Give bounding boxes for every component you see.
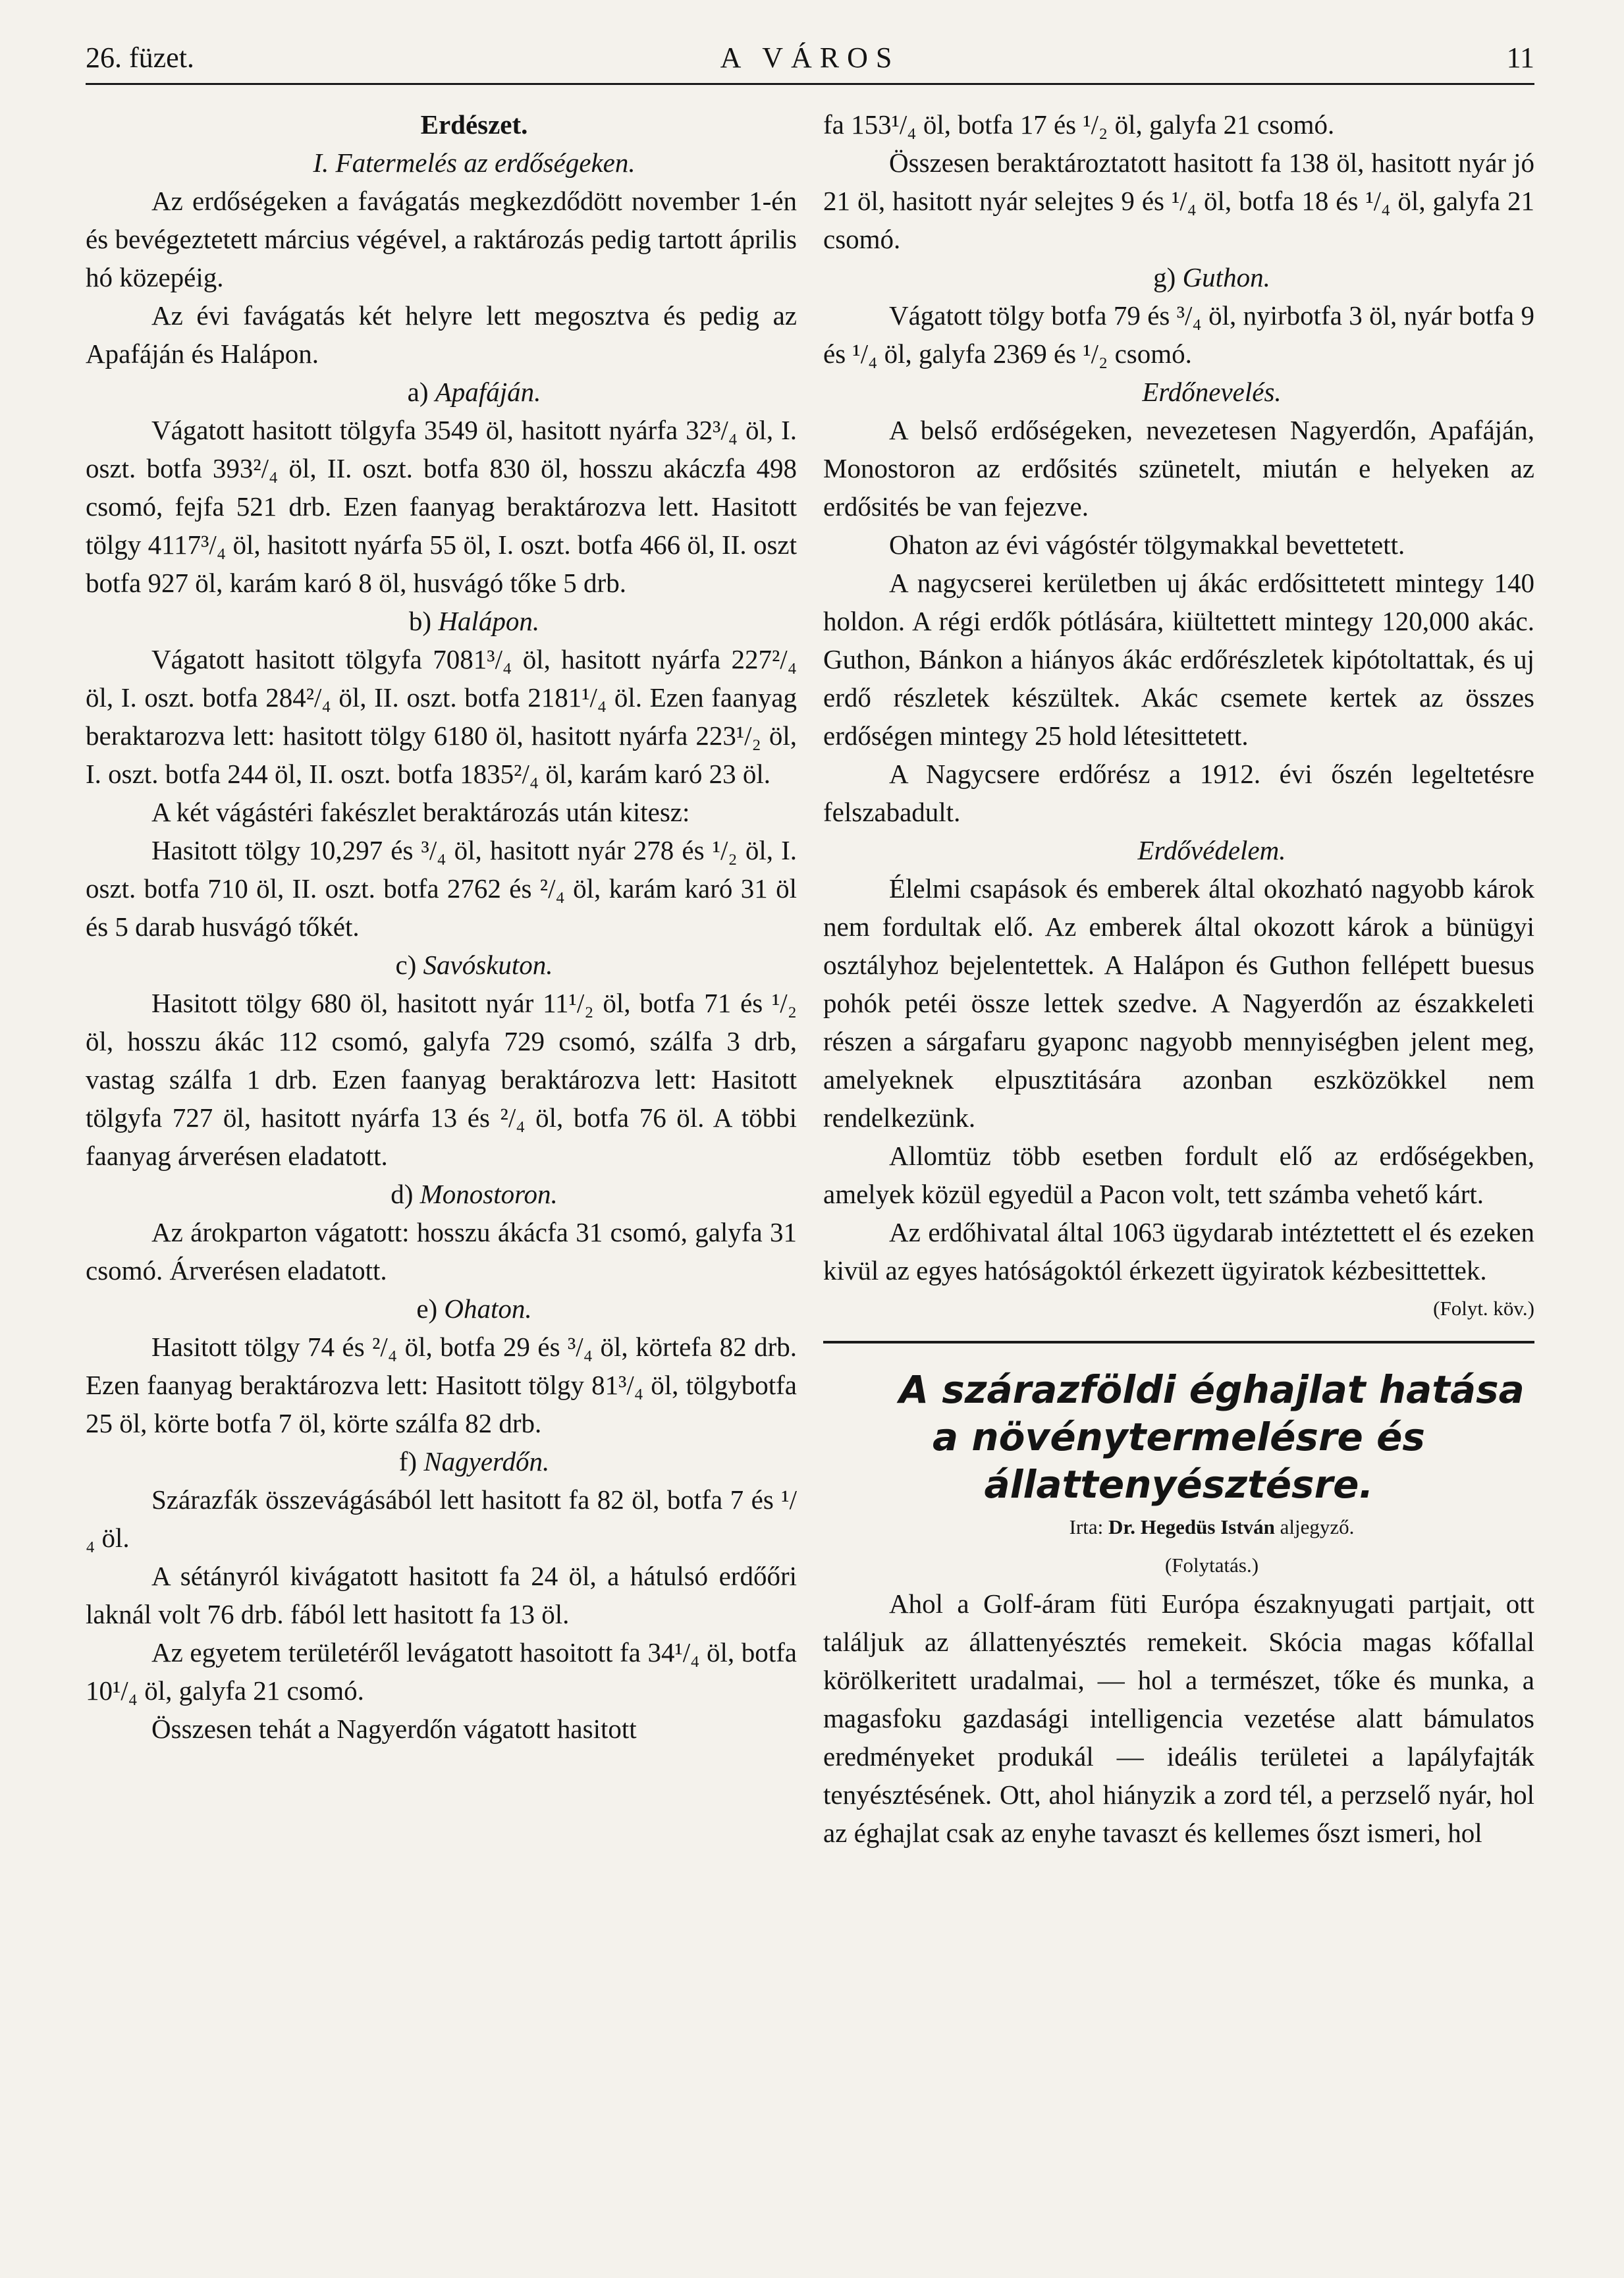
article-continued-note: (Folytatás.): [1164, 1554, 1259, 1577]
paragraph: Összesen beraktároztatott hasitott fa 138 öl, hasitott nyár jó 21 öl, hasitott nyár selejtes 9 és ¹/₄ öl, botfa 18 és ¹/₄ öl, galyfa 21 csomó.: [823, 148, 1534, 254]
heading-label: d): [391, 1179, 414, 1209]
paragraph: Allomtüz több esetben fordult elő az erdőségekben, amelyek közül egyedül a Pacon volt, tett számba vehető kárt.: [823, 1141, 1534, 1209]
section-heading-erdovedelem: Erdővédelem.: [1137, 835, 1286, 865]
paragraph: Vágatott tölgy botfa 79 és ³/₄ öl, nyirbotfa 3 öl, nyár botfa 9 és ¹/₄ öl, galyfa 2369 és ¹/₂ csomó.: [823, 300, 1534, 369]
paragraph: Összesen tehát a Nagyerdőn vágatott hasitott: [151, 1714, 637, 1744]
paragraph: Hasitott tölgy 10,297 és ³/₄ öl, hasitott nyár 278 és ¹/₂ öl, I. oszt. botfa 710 öl, II. oszt. botfa 2762 és ²/₄ öl, karám karó 31 öl és 5 darab husvágó tőkét.: [86, 835, 797, 942]
paragraph: Hasitott tölgy 680 öl, hasitott nyár 11¹/₂ öl, botfa 71 és ¹/₂ öl, hosszu ákác 112 csomó, galyfa 729 csomó, szálfa 3 drb, vastag szálfa 1 drb. Ezen faanyag beraktározva lett: Hasitott tölgyfa 727 öl, hasitott nyárfa 13 és ²/₄ öl, botfa 76 öl. A többi faanyag árverésen eladatott.: [86, 988, 797, 1171]
heading-name: Monostoron.: [420, 1179, 558, 1209]
heading-name: Apafáján.: [435, 377, 541, 407]
section-heading-erdonevel: Erdőnevelés.: [1142, 377, 1282, 407]
location-heading-a: [86, 373, 797, 411]
left-column: [86, 105, 797, 1748]
paragraph: Vágatott hasitott tölgyfa 3549 öl, hasitott nyárfa 32³/₄ öl, I. oszt. botfa 393²/₄ öl, II. oszt. botfa 830 öl, hosszu akáczfa 498 csomó, fejfa 521 drb. Ezen faanyag beraktározva lett. Hasitott tölgy 4117³/₄ öl, hasitott nyárfa 55 öl, I. oszt. botfa 466 öl, II. oszt botfa 927 öl, karám karó 8 öl, husvágó tőke 5 drb.: [86, 415, 797, 598]
location-heading-b: [86, 602, 797, 640]
location-heading-f: [86, 1442, 797, 1480]
heading-name: Nagyerdőn.: [423, 1446, 550, 1477]
paragraph: Szárazfák összevágásából lett hasitott fa 82 öl, botfa 7 és ¹/₄ öl.: [86, 1484, 797, 1553]
author-title: aljegyző.: [1280, 1515, 1355, 1538]
location-heading-d: [86, 1175, 797, 1213]
location-heading-c: [86, 946, 797, 984]
paragraph: Az erdőhivatal által 1063 ügydarab intéztettett el és ezeken kivül az egyes hatóságoktól érkezett ügyiratok kézbesittettek.: [823, 1217, 1534, 1286]
section-title: Erdészet.: [420, 109, 528, 140]
paragraph: A sétányról kivágatott hasitott fa 24 öl, a hátulsó erdőőri laknál volt 76 drb. fából lett hasitott fa 13 öl.: [86, 1561, 797, 1629]
heading-name: Guthon.: [1182, 262, 1270, 292]
paragraph: Az árokparton vágatott: hosszu ákácfa 31 csomó, galyfa 31 csomó. Árverésen eladatott.: [86, 1217, 797, 1286]
publication-title: A VÁROS: [720, 41, 900, 74]
heading-name: Ohaton.: [444, 1293, 532, 1324]
byline-prefix: Irta:: [1069, 1515, 1104, 1538]
paragraph: Az erdőségeken a favágatás megkezdődött november 1-én és bevégeztetett március végével, a raktározás pedig tartott április hó közepéig.: [86, 186, 797, 292]
heading-label: g): [1153, 262, 1176, 292]
subsection-title: I. Fatermelés az erdőségeken.: [313, 148, 636, 178]
paragraph: Ahol a Golf-áram füti Európa északnyugati partjait, ott találjuk az állattenyésztés remekeit. Skócia magas kőfallal körölkeritett uradalmai, — hol a természet, tőke és munka, a magasfoku gazdasági intelligencia vezetése alatt bámulatos eredményeket produkál — ideális területei a lapályfajták tenyésztésének. Ott, ahol hiányzik a zord tél, a perzselő nyár, hol az éghajlat csak az enyhe tavaszt és kellemes őszt ismeri, hol: [823, 1588, 1534, 1848]
article-divider: [823, 1341, 1534, 1343]
article-title: A szárazföldi éghajlat hatása a növénytermelésre és állattenyésztésre.: [899, 1367, 1525, 1507]
heading-name: Halápon.: [438, 606, 540, 636]
heading-label: b): [408, 606, 432, 636]
paragraph: Élelmi csapások és emberek által okozható nagyobb károk nem fordultak elő. Az emberek által okozott károk a bünügyi osztályhoz bejelentettek. A Halápon és Guthon fellépett buesus pohók petéi össze lettek szedve. A Nagyerdőn az északkeleti részen a sárgafaru gyaponc nagyobb mennyiségben jelent meg, amelyeknek elpusztitására azonban eszközökkel nem rendelkezünk.: [823, 873, 1534, 1133]
author-name: Dr. Hegedüs István: [1108, 1515, 1275, 1538]
location-heading-e: [86, 1289, 797, 1328]
location-heading-g: [823, 258, 1534, 296]
issue-number: 26. füzet.: [86, 41, 194, 74]
paragraph: Hasitott tölgy 74 és ²/₄ öl, botfa 29 és ³/₄ öl, körtefa 82 drb. Ezen faanyag beraktározva lett: Hasitott tölgy 81³/₄ öl, tölgybotfa 25 öl, körte botfa 7 öl, körte szálfa 82 drb.: [86, 1332, 797, 1438]
byline: [823, 1508, 1534, 1546]
heading-name: Savóskuton.: [423, 950, 553, 980]
heading-label: e): [416, 1293, 438, 1324]
paragraph: fa 153¹/₄ öl, botfa 17 és ¹/₂ öl, galyfa 21 csomó.: [823, 109, 1335, 140]
continued-note: (Folyt. köv.): [1433, 1297, 1534, 1320]
page-number: 11: [1506, 41, 1534, 74]
paragraph: Ohaton az évi vágóstér tölgymakkal bevettetett.: [889, 529, 1405, 560]
heading-label: a): [407, 377, 429, 407]
paragraph: A Nagycsere erdőrész a 1912. évi őszén legeltetésre felszabadult.: [823, 759, 1534, 827]
paragraph: A belső erdőségeken, nevezetesen Nagyerdőn, Apafáján, Monostoron az erdősités szünetelt, miután e helyeken az erdősités be van fejezve.: [823, 415, 1534, 522]
heading-label: f): [398, 1446, 418, 1477]
paragraph: A két vágástéri fakészlet beraktározás után kitesz:: [151, 797, 690, 827]
right-column: [823, 105, 1534, 1852]
page-header: [86, 41, 1534, 85]
paragraph: A nagycserei kerületben uj ákác erdősittetett mintegy 140 holdon. A régi erdők pótlására, kiültettett mintegy 120,000 akác. Guthon, Bánkon a hiányos ákác erdőrészletek kipótoltattak, és uj erdő részletek készültek. Akác csemete kertek az összes erdőségen mintegy 25 hold létesittetett.: [823, 568, 1534, 751]
paragraph: Az egyetem területéről levágatott hasoitott fa 34¹/₄ öl, botfa 10¹/₄ öl, galyfa 21 csomó.: [86, 1637, 797, 1706]
paragraph: Az évi favágatás két helyre lett megosztva és pedig az Apafáján és Halápon.: [86, 300, 797, 369]
paragraph: Vágatott hasitott tölgyfa 7081³/₄ öl, hasitott nyárfa 227²/₄ öl, I. oszt. botfa 284²/₄ öl, II. oszt. botfa 2181¹/₄ öl. Ezen faanyag beraktarozva lett: hasitott tölgy 6180 öl, hasitott nyárfa 223¹/₂ öl, I. oszt. botfa 244 öl, II. oszt. botfa 1835²/₄ öl, karám karó 23 öl.: [86, 644, 797, 789]
heading-label: c): [395, 950, 417, 980]
